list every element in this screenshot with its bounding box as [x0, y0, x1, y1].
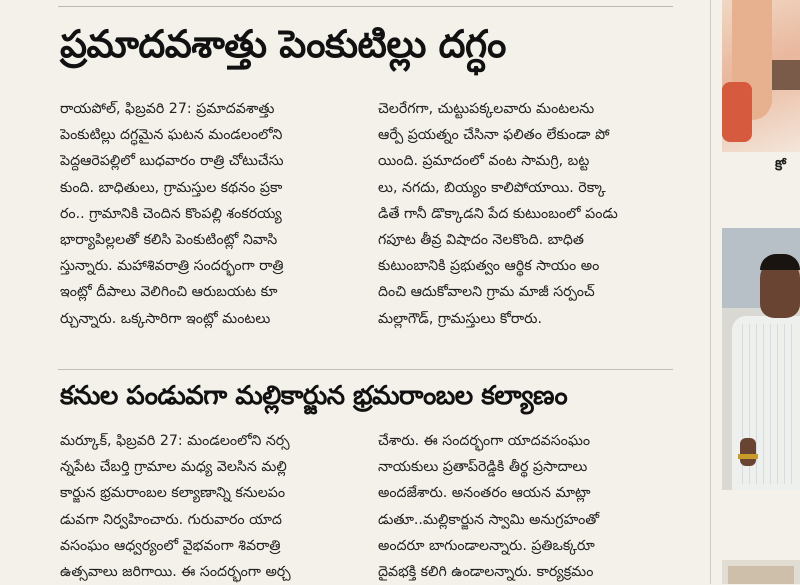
- text-line: యింది. ప్రమాదంలో వంట సామగ్రి, బట్ట: [378, 153, 590, 170]
- text-line: న్నపేట చేబర్తి గ్రామాల మధ్య వెలసిన మల్లి: [60, 459, 287, 476]
- text-line: పెంకుటిల్లు దగ్ధమైన ఘటన మండలంలోని: [60, 127, 283, 144]
- text-line: ర్చున్నారు. ఒక్కసారిగా ఇంట్లో మంటలు: [60, 310, 271, 327]
- text-line: మల్లాగౌడ్, గ్రామస్తులు కోరారు.: [378, 310, 542, 327]
- top-rule: [58, 6, 673, 7]
- text-line: అందజేశారు. అనంతరం ఆయన మాట్లా: [378, 485, 591, 502]
- article1-headline: ప్రమాదవశాత్తు పెంకుటిల్లు దగ్ధం: [60, 22, 506, 66]
- photo-detail: [738, 454, 758, 459]
- text-line: ఆర్పే ప్రయత్నం చేసినా ఫలితం లేకుండా పో: [378, 127, 610, 144]
- text-line: లు, నగదు, బియ్యం కాలిపోయాయి. రెక్కా: [378, 179, 606, 196]
- news-photo-top: [722, 0, 800, 152]
- text-line: ఉత్సవాలు జరిగాయి. ఈ సందర్భంగా అర్చ: [60, 564, 291, 581]
- photo-detail: [722, 82, 752, 142]
- photo-caption: కో: [775, 158, 786, 174]
- article2-right-column: [378, 428, 678, 585]
- text-line: మర్కూక్, ఫిబ్రవరి 27: మండలంలోని నర్స: [60, 433, 290, 449]
- photo-detail: [728, 566, 794, 584]
- article2-left-column: [60, 428, 360, 585]
- column-separator: [710, 0, 711, 584]
- text-line: కార్జున భ్రమరాంబల కల్యాణాన్ని కనులపం: [60, 485, 286, 502]
- photo-detail: [740, 438, 756, 466]
- text-line: చెలరేగగా, చుట్టుపక్కలవారు మంటలను: [378, 101, 595, 117]
- text-line: వసంఘం ఆధ్వర్యంలో వైభవంగా శివరాత్రి: [60, 537, 281, 554]
- text-line: స్తున్నారు. మహాశివరాత్రి సందర్భంగా రాత్రి: [60, 258, 284, 275]
- text-line: ఇంట్లో దీపాలు వెలిగించి ఆరుబయట కూ: [60, 284, 278, 301]
- text-line: అందరూ బాగుండాలన్నారు. ప్రతిఒక్కరూ: [378, 537, 595, 554]
- text-line: భార్యాపిల్లలతో కలిసి పెంకుటింట్లో నివాసి: [60, 232, 278, 249]
- text-line: కుటుంబానికి ప్రభుత్వం ఆర్థిక సాయం అం: [378, 258, 600, 275]
- article1-left-column: [60, 96, 360, 332]
- text-line: గపూట తీవ్ర విషాదం నెలకొంది. బాధిత: [378, 232, 584, 249]
- news-photo-person: [722, 228, 800, 490]
- article-divider: [58, 369, 673, 370]
- text-line: రం.. గ్రామానికి చెందిన కొంపల్లి శంకరయ్య: [60, 205, 282, 222]
- text-line: డితే గానీ డొక్కాడని పేద కుటుంబంలో పండు: [378, 205, 618, 222]
- text-line: దించి ఆదుకోవాలని గ్రామ మాజీ సర్పంచ్: [378, 284, 595, 301]
- article2-headline: కనుల పండువగా మల్లికార్జున భ్రమరాంబల కల్యాణం: [60, 381, 568, 411]
- article1-right-column: [378, 96, 678, 332]
- text-line: కుంది. బాధితులు, గ్రామస్తుల కథనం ప్రకా: [60, 179, 283, 196]
- text-line: నాయకులు ప్రతాప్‌రెడ్డికి తీర్థ ప్రసాదాలు: [378, 459, 588, 476]
- text-line: డుతూ..మల్లికార్జున స్వామి అనుగ్రహంతో: [378, 511, 600, 528]
- text-line: రాయపోల్, ఫిబ్రవరి 27: ప్రమాదవశాత్తు: [60, 101, 275, 117]
- text-line: పెద్దఆరెపల్లిలో బుధవారం రాత్రి చోటుచేసు: [60, 153, 284, 170]
- text-line: డువగా నిర్వహించారు. గురువారం యాద: [60, 511, 282, 528]
- news-photo-bottom: [722, 560, 800, 584]
- photo-detail: [772, 60, 800, 90]
- text-line: దైవభక్తి కలిగి ఉండాలన్నారు. కార్యక్రమం: [378, 564, 594, 581]
- text-line: చేశారు. ఈ సందర్భంగా యాదవసంఘం: [378, 433, 591, 449]
